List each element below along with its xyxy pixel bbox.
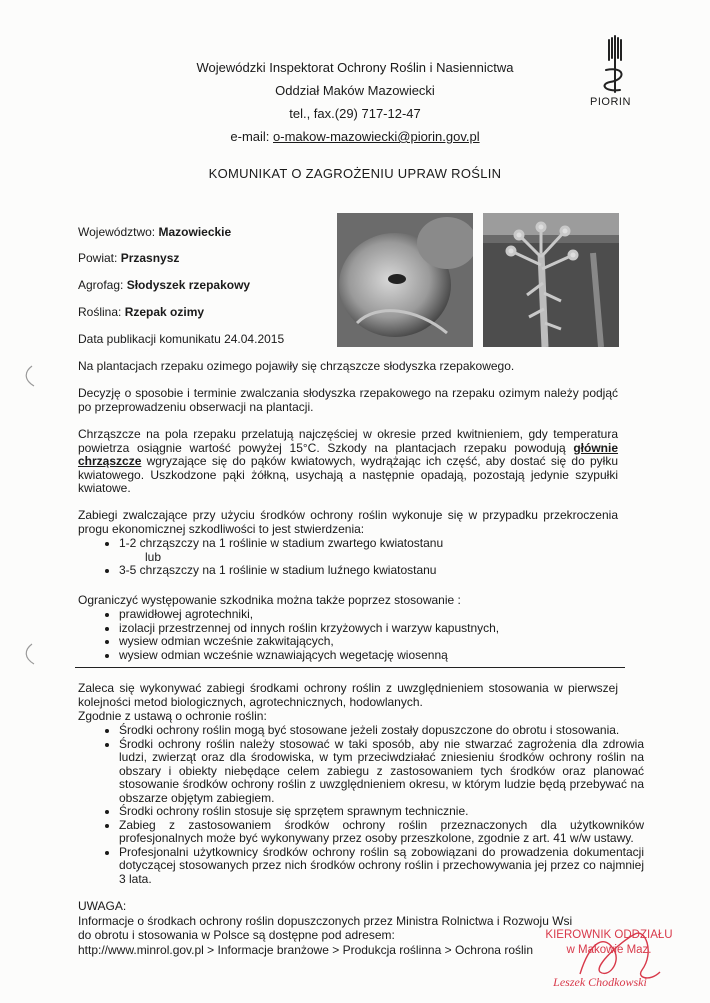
- meta-county: Powiat: Przasnysz: [78, 251, 180, 265]
- beetle-photo: [337, 213, 473, 347]
- meta-voivodeship: Województwo: Mazowieckie: [78, 225, 232, 239]
- paragraph-threshold: Zabiegi zwalczające przy użyciu środków ochrony roślin wykonuje się w przypadku przekroczenia progu ekonomicznej szkodliwości to jest stwierdzenia:: [78, 508, 618, 536]
- list-item: • izolacji przestrzennej od innych roślin krzyżowych i warzyw kapustnych,: [119, 622, 644, 636]
- stamp-office: w Makowie Maz.: [566, 944, 652, 956]
- stamp-signatory: Leszek Chodkowski: [553, 975, 647, 989]
- list-item: • Środki ochrony roślin należy stosować w taki sposób, aby nie stwarzać zagrożenia dla zdrowia ludzi, zwierząt oraz dla środowiska, w tym przeciwdziałać zniesieniu środków ochrony roślin na obszary i obiekty niebędące celem zabiegu z zastosowaniem tych środków oraz planować stosowanie środków ochrony roślin z uwzględnieniem okresu, w którym ludzie będą przebywać na obszarze objętym zabiegiem.: [119, 738, 644, 806]
- institution-name: Wojewódzki Inspektorat Ochrony Roślin i Nasiennictwa: [196, 60, 514, 75]
- paragraph-methods: Ograniczyć występowanie szkodnika można także poprzez stosowanie :: [78, 593, 461, 607]
- note-line-1: Informacje o środkach ochrony roślin dopuszczonych przez Ministra Rolnictwa i Rozwoju Wsi: [78, 914, 573, 928]
- punch-mark-top: [18, 364, 40, 388]
- paragraph-intro: Na plantacjach rzepaku ozimego pojawiły się chrząszcze słodyszka rzepakowego.: [78, 359, 515, 373]
- paragraph-recommendation: Zaleca się wykonywać zabiegi środkami ochrony roślin z uwzględnieniem stosowania w pierwszej kolejności metod biologicznych, agrotechnicznych, hodowlanych.: [78, 681, 618, 709]
- list-item: • prawidłowej agrotechniki,: [119, 608, 644, 622]
- phone-fax: tel., fax.(29) 717-12-47: [289, 106, 421, 121]
- methods-list: [93, 608, 644, 662]
- meta-date: Data publikacji komunikatu 24.04.2015: [78, 332, 285, 346]
- list-item: • wysiew odmian wcześnie wznawiających wegetację wiosenną: [119, 649, 644, 663]
- emphasis-beetles: głównie chrząszcze: [78, 440, 618, 468]
- logo-text: PIORIN: [590, 96, 631, 108]
- list-item: • Zabieg z zastosowaniem środków ochrony roślin przeznaczonych dla użytkowników profesjonalnych może być wykonywany przez osoby przeszkolone, zgodnie z art. 41 w/w ustawy.: [119, 819, 644, 846]
- paragraph-damage: Chrząszcze na pola rzepaku przelatują najczęściej w okresie przed kwitnieniem, gdy temperatura powietrza osiągnie wartość powyżej 15°C. Szkody na plantacjach rzepaku powodują głównie chrząszcze wgryzające się do pąków kwiatowych, wydrążając ich część, aby dostać się do pyłku kwiatowego. Uszkodzone pąki żółkną, usychają a następnie opadają, pozostają jedynie szypułki kwiatowe.: [78, 427, 618, 495]
- divider: [75, 667, 625, 668]
- list-item: • Środki ochrony roślin stosuje się sprzętem sprawnym technicznie.: [119, 805, 644, 819]
- branch-name: Oddział Maków Mazowiecki: [275, 83, 435, 98]
- list-item: • 3-5 chrząszczy na 1 roślinie w stadium luźnego kwiatostanu: [119, 564, 644, 578]
- note-label: UWAGA:: [78, 899, 127, 913]
- email-link[interactable]: o-makow-mazowiecki@piorin.gov.pl: [273, 129, 480, 144]
- meta-plant: Roślina: Rzepak ozimy: [78, 305, 205, 319]
- meta-pest: Agrofag: Słodyszek rzepakowy: [78, 278, 251, 292]
- law-rules-list: [93, 724, 644, 886]
- list-item: • Środki ochrony roślin mogą być stosowane jeżeli zostały dopuszczone do obrotu i stosowania.: [119, 724, 644, 738]
- rapeseed-stem-photo: [483, 213, 619, 347]
- paragraph-law: Zgodnie z ustawą o ochronie roślin:: [78, 709, 267, 723]
- page-title: KOMUNIKAT O ZAGROŻENIU UPRAW ROŚLIN: [208, 166, 502, 181]
- threshold-list: [93, 537, 644, 578]
- note-line-2: do obrotu i stosowania w Polsce są dostępne pod adresem:: [78, 928, 395, 942]
- list-item: • wysiew odmian wcześnie zakwitających,: [119, 635, 644, 649]
- email-label: e-mail:: [230, 129, 274, 144]
- note-line-3: http://www.minrol.gov.pl > Informacje branżowe > Produkcja roślinna > Ochrona roślin: [78, 943, 533, 957]
- paragraph-decision: Decyzję o sposobie i terminie zwalczania słodyszka rzepakowego na rzepaku ozimym należy podjąć po przeprowadzeniu obserwacji na plantacji.: [78, 386, 618, 414]
- punch-mark-bottom: [18, 642, 40, 666]
- signature-icon: [560, 912, 670, 992]
- list-item: lub: [145, 549, 162, 564]
- email-line: [0, 129, 710, 144]
- list-item: • 1-2 chrząszczy na 1 roślinie w stadium zwartego kwiatostanu: [119, 537, 644, 551]
- stamp-title: KIEROWNIK ODDZIAŁU: [545, 929, 673, 941]
- list-item: • Profesjonalni użytkownicy środków ochrony roślin są zobowiązani do prowadzenia dokumentacji dotyczącej stosowanych przez nich środków ochrony roślin i przechowywania jej przez co najmniej 3 lata.: [119, 846, 644, 887]
